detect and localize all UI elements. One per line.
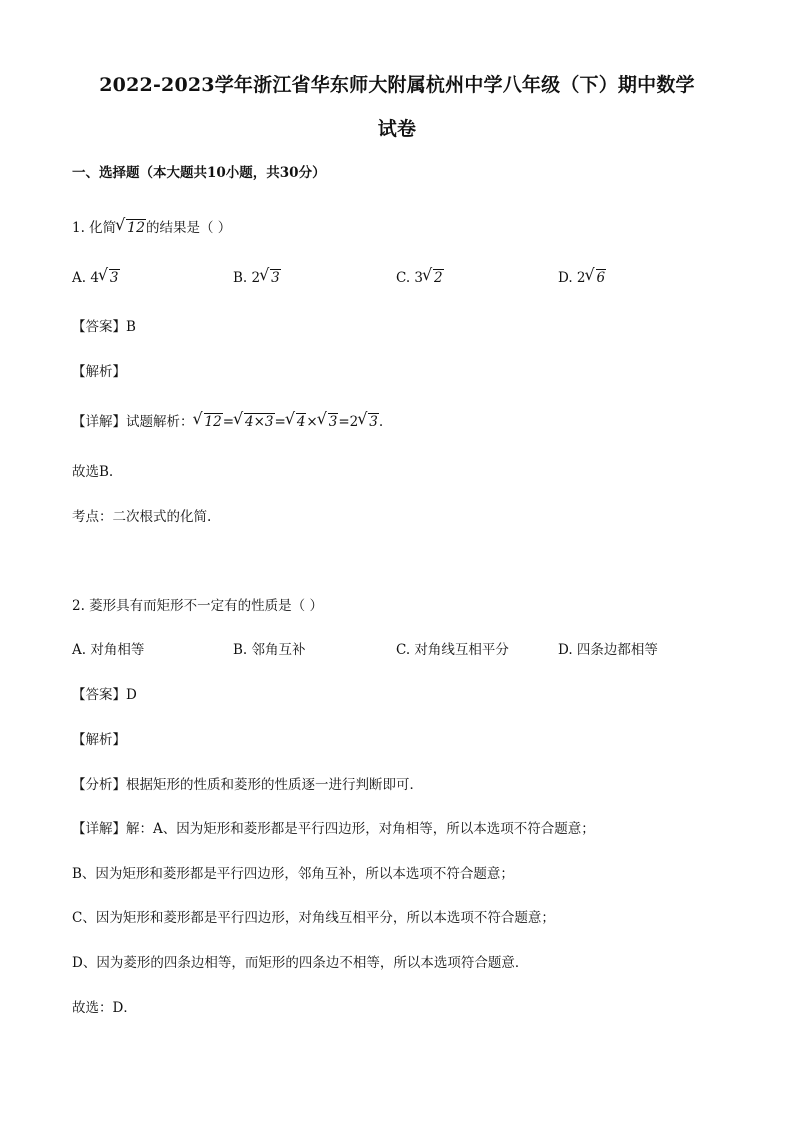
question-1-option-c bbox=[396, 268, 444, 288]
option-label: D. 2 bbox=[558, 270, 586, 286]
question-2-option-d: D. 四条边都相等 bbox=[558, 642, 658, 658]
question-2-answer: 【答案】D bbox=[72, 687, 137, 703]
question-1-kaodian: 考点：二次根式的化简. bbox=[72, 509, 212, 525]
radicand: 3 bbox=[328, 414, 338, 430]
question-1-prefix: 1. 化简 bbox=[72, 220, 117, 236]
sqrt-symbol bbox=[195, 412, 223, 432]
question-2-fenxi: 【分析】根据矩形的性质和菱形的性质逐一进行判断即可． bbox=[72, 777, 423, 793]
question-2-choose: 故选：D． bbox=[72, 1000, 137, 1016]
option-label: A. 4 bbox=[72, 270, 99, 286]
option-radicand: 3 bbox=[271, 270, 280, 286]
sqrt-symbol bbox=[319, 412, 339, 432]
times: × bbox=[306, 414, 318, 430]
question-2: 2. 菱形具有而矩形不一定有的性质是（ ） bbox=[72, 598, 323, 614]
sqrt-symbol bbox=[587, 268, 607, 288]
question-1-option-b bbox=[233, 268, 281, 288]
period: . bbox=[378, 414, 384, 430]
option-radicand: 3 bbox=[109, 270, 119, 286]
option-radicand: 6 bbox=[596, 270, 606, 286]
sqrt-symbol bbox=[261, 268, 281, 288]
radicand: 4 bbox=[296, 414, 306, 430]
sqrt-symbol bbox=[424, 268, 444, 288]
question-2-option-c: C. 对角线互相平分 bbox=[396, 642, 509, 658]
question-1-option-d bbox=[558, 268, 606, 288]
sqrt-symbol bbox=[287, 412, 307, 432]
question-1 bbox=[72, 218, 231, 238]
question-1-radicand: 12 bbox=[127, 220, 145, 236]
section-heading-choice: 一、选择题（本大题共10小题，共30分） bbox=[72, 165, 326, 181]
question-2-option-a: A. 对角相等 bbox=[72, 642, 145, 658]
option-radicand: 2 bbox=[434, 270, 443, 286]
question-2-detail-b: B、因为矩形和菱形都是平行四边形，邻角互补，所以本选项不符合题意； bbox=[72, 866, 514, 882]
option-label: C. 3 bbox=[396, 270, 424, 286]
question-2-analysis: 【解析】 bbox=[72, 732, 126, 748]
question-1-suffix: 的结果是（ ） bbox=[146, 220, 232, 236]
exam-title-line1: 2022-2023学年浙江省华东师大附属杭州中学八年级（下）期中数学 bbox=[99, 74, 695, 96]
sqrt-symbol bbox=[117, 218, 146, 238]
question-1-analysis: 【解析】 bbox=[72, 364, 126, 380]
radicand: 3 bbox=[369, 414, 378, 430]
question-2-option-b: B. 邻角互补 bbox=[233, 642, 306, 658]
equals: = bbox=[222, 414, 234, 430]
detail-prefix: 【详解】试题解析： bbox=[72, 414, 194, 430]
equals: =2 bbox=[338, 414, 359, 430]
question-2-detail-a: 【详解】解：A、因为矩形和菱形都是平行四边形，对角相等，所以本选项不符合题意； bbox=[72, 821, 595, 837]
sqrt-symbol bbox=[100, 268, 120, 288]
radicand: 4×3 bbox=[245, 414, 274, 430]
sqrt-symbol bbox=[235, 412, 275, 432]
sqrt-symbol bbox=[359, 412, 379, 432]
question-1-choose: 故选B. bbox=[72, 464, 114, 480]
exam-title-line2: 试卷 bbox=[377, 118, 417, 140]
question-2-detail-d: D、因为菱形的四条边相等，而矩形的四条边不相等，所以本选项符合题意． bbox=[72, 955, 529, 971]
question-2-detail-c: C、因为矩形和菱形都是平行四边形，对角线互相平分，所以本选项不符合题意； bbox=[72, 910, 555, 926]
radicand: 12 bbox=[204, 414, 222, 430]
equals: = bbox=[274, 414, 286, 430]
question-1-answer: 【答案】B bbox=[72, 319, 136, 335]
question-1-option-a bbox=[72, 268, 120, 288]
question-1-detail bbox=[72, 412, 383, 432]
option-label: B. 2 bbox=[233, 270, 261, 286]
